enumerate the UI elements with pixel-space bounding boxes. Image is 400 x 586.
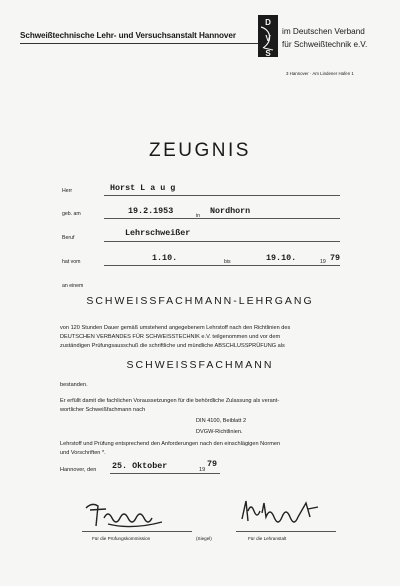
at-label: an einem bbox=[62, 283, 84, 289]
issue-year-prefix: 19 bbox=[199, 467, 206, 473]
from-label: hat vom bbox=[62, 259, 81, 265]
svg-text:D: D bbox=[265, 18, 271, 27]
year-prefix: 19 bbox=[320, 259, 326, 265]
from-value: 1.10. bbox=[152, 253, 178, 263]
issue-date: 25. Oktober bbox=[112, 461, 168, 471]
course-paragraph bbox=[60, 324, 290, 351]
birth-date-value: 19.2.1953 bbox=[128, 206, 174, 216]
left-signature bbox=[82, 500, 172, 532]
name-label: Herr bbox=[62, 188, 73, 194]
birthplace-in-label: in bbox=[196, 213, 201, 219]
left-signature-caption: Für die Prüfungskommission bbox=[92, 536, 151, 541]
until-value: 19.10. bbox=[266, 253, 297, 263]
right-signature bbox=[236, 497, 326, 531]
standard-din: DIN 4100, Beiblatt 2 bbox=[196, 418, 247, 424]
header-rule bbox=[20, 43, 258, 44]
paragraph-line: und Vorschriften *. bbox=[60, 450, 106, 456]
qualification-heading: SCHWEISSFACHMANN bbox=[126, 359, 274, 371]
institution-name: Schweißtechnische Lehr- und Versuchsanstalt Hannover bbox=[20, 31, 236, 40]
dvs-logo-icon bbox=[258, 15, 278, 57]
paragraph-line: wortlicher Schweißfachmann nach bbox=[60, 407, 146, 413]
passed-text: bestanden. bbox=[60, 382, 88, 388]
birth-rule bbox=[104, 218, 340, 219]
name-rule bbox=[104, 195, 340, 196]
period-rule bbox=[104, 265, 340, 266]
paragraph-line: Er erfüllt damit die fachlichen Voraussetzungen für die behördliche Zulassung als verant- bbox=[60, 398, 280, 404]
until-label: bis bbox=[224, 259, 231, 265]
association-line-2: für Schweißtechnik e.V. bbox=[282, 40, 368, 49]
profession-value: Lehrschweißer bbox=[125, 228, 191, 238]
place-label: Hannover, den bbox=[60, 467, 97, 473]
seal-caption: (Siegel) bbox=[196, 536, 212, 541]
profession-label: Beruf bbox=[62, 235, 75, 241]
course-heading: SCHWEISSFACHMANN-LEHRGANG bbox=[86, 295, 314, 307]
issue-year-value: 79 bbox=[207, 459, 218, 469]
paragraph-line: Lehrstoff und Prüfung entsprechend den Anforderungen nach den einschlägigen Normen bbox=[60, 441, 281, 447]
standard-dvgw: DVGW-Richtlinien. bbox=[196, 429, 243, 435]
birth-date-label: geb. am bbox=[62, 211, 81, 217]
date-rule bbox=[110, 473, 220, 474]
name-value: Horst L a u g bbox=[110, 183, 176, 193]
institution-address: 3 Hannover · Am Lindener Hafen 1 bbox=[286, 71, 354, 76]
paragraph-line: von 120 Stunden Dauer gemäß umstehend angegebenem Lehrstoff nach den Richtlinien des bbox=[60, 325, 291, 331]
year-value: 79 bbox=[330, 253, 341, 263]
document-title: ZEUGNIS bbox=[149, 140, 251, 161]
birthplace-value: Nordhorn bbox=[210, 206, 251, 216]
profession-rule bbox=[104, 241, 340, 242]
paragraph-line: zuständigen Prüfungsausschuß die schriftliche und mündliche ABSCHLUSSPRÜFUNG als bbox=[60, 343, 285, 349]
right-signature-rule bbox=[236, 531, 336, 532]
dvs-logo bbox=[258, 15, 278, 57]
right-signature-caption: Für die Lehranstalt bbox=[248, 536, 287, 541]
requirements-paragraph bbox=[60, 440, 280, 458]
left-signature-rule bbox=[82, 531, 192, 532]
svg-text:V: V bbox=[265, 34, 271, 43]
eligibility-paragraph bbox=[60, 397, 279, 415]
association-line-1: im Deutschen Verband bbox=[282, 27, 365, 36]
paragraph-line: DEUTSCHEN VERBANDES FÜR SCHWEISSTECHNIK e.V. teilgenommen und vor dem bbox=[60, 334, 281, 340]
svg-text:S: S bbox=[265, 49, 271, 57]
